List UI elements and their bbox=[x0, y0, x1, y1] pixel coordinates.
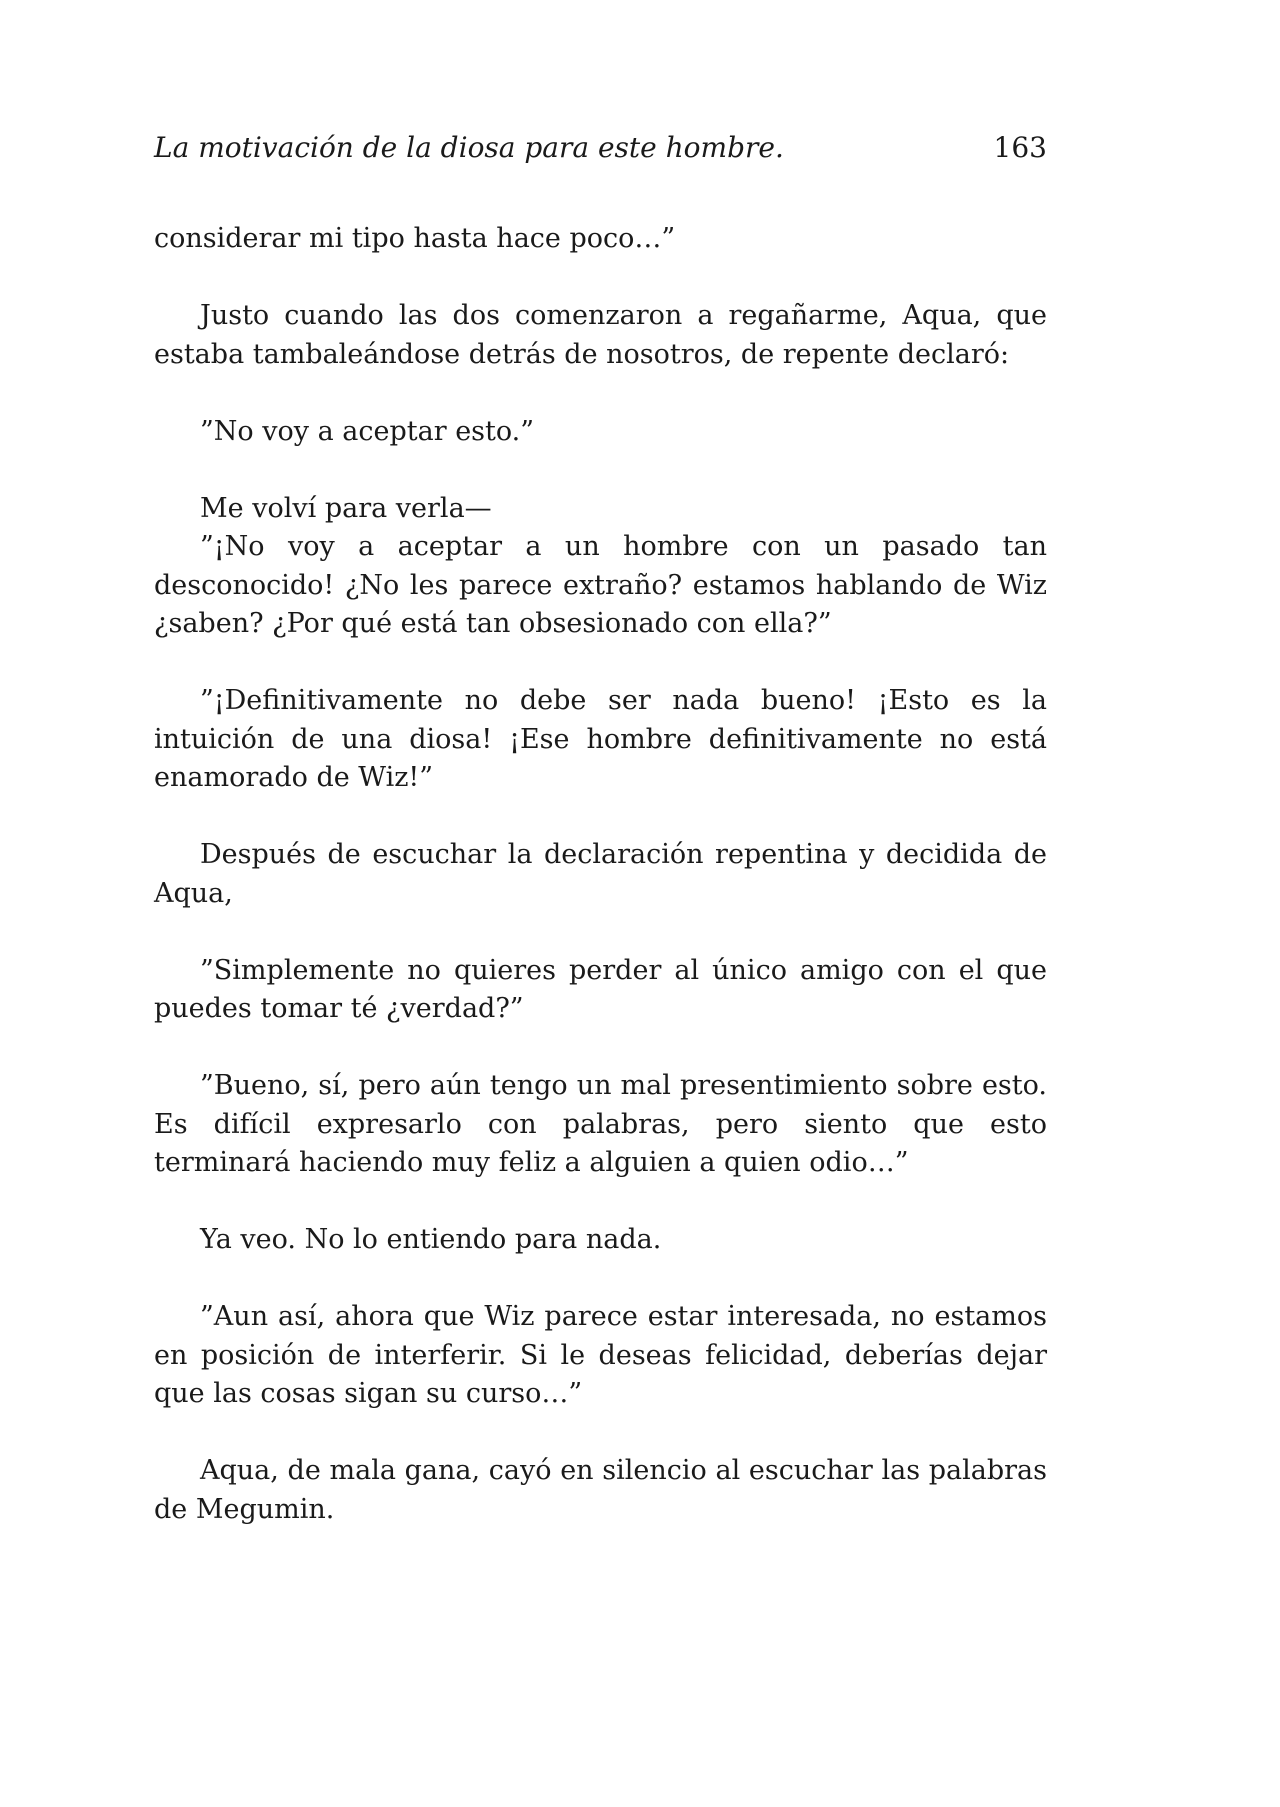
paragraph: ”No voy a aceptar esto.” bbox=[200, 415, 535, 447]
paragraph: Justo cuando las dos comenzaron a regañarme, Aqua, que estaba tambaleándose detrás de nosotros, de repente declaró: bbox=[154, 300, 1047, 370]
paragraph: Después de escuchar la declaración repentina y decidida de Aqua, bbox=[154, 839, 1047, 909]
paragraph: ”Simplemente no quieres perder al único amigo con el que puedes tomar té ¿verdad?” bbox=[154, 954, 1047, 1024]
paragraph: Me volví para verla— bbox=[200, 492, 492, 524]
running-title: La motivación de la diosa para este hombre. bbox=[154, 131, 784, 164]
body-text bbox=[154, 220, 1047, 1529]
paragraph: ”Bueno, sí, pero aún tengo un mal presentimiento sobre esto. Es difícil expresarlo con palabras, pero siento que esto terminará haciendo muy feliz a alguien a quien odio…” bbox=[154, 1070, 1047, 1178]
book-page bbox=[154, 128, 1047, 1568]
paragraph: ”¡Definitivamente no debe ser nada bueno! ¡Esto es la intuición de una diosa! ¡Ese hombre definitivamente no está enamorado de Wiz!” bbox=[154, 685, 1047, 793]
paragraph: ”¡No voy a aceptar a un hombre con un pasado tan desconocido! ¿No les parece extraño? estamos hablando de Wiz ¿saben? ¿Por qué está tan obsesionado con ella?” bbox=[154, 531, 1047, 639]
page-number: 163 bbox=[993, 131, 1047, 164]
page-header bbox=[154, 128, 1047, 168]
paragraph: ”Aun así, ahora que Wiz parece estar interesada, no estamos en posición de interferir. Si le deseas felicidad, deberías dejar que las cosas sigan su curso…” bbox=[154, 1301, 1047, 1409]
paragraph: considerar mi tipo hasta hace poco…” bbox=[154, 223, 676, 254]
paragraph: Ya veo. No lo entiendo para nada. bbox=[200, 1224, 662, 1255]
paragraph: Aqua, de mala gana, cayó en silencio al escuchar las palabras de Megumin. bbox=[154, 1455, 1047, 1525]
